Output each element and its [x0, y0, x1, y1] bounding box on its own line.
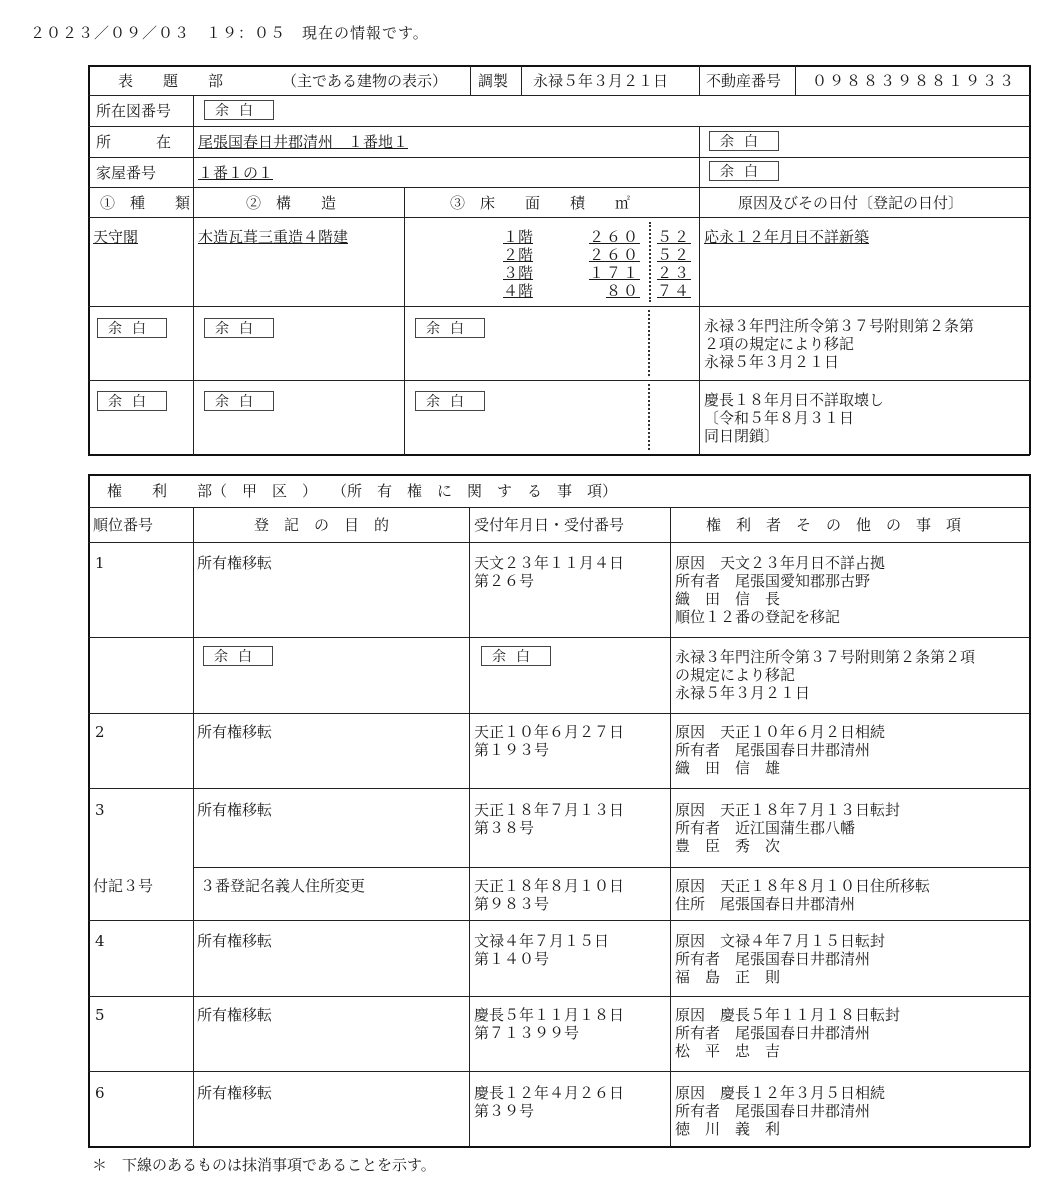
- col-mokuteki: 登 記 の 目 的: [254, 516, 390, 534]
- jiko-cell: 原因 慶長５年１１月１８日転封 所有者 尾張国春日井郡清州 松 平 忠 吉: [675, 1006, 901, 1060]
- jiko-cell: 原因 慶長１２年３月５日相続 所有者 尾張国春日井郡清州 徳 川 義 利: [675, 1084, 886, 1138]
- timestamp: ２０２３／０９／０３ １９：０５ 現在の情報です。: [30, 24, 429, 42]
- chosei-value: 永禄５年３月２１日: [533, 72, 669, 90]
- mokuteki-cell: 所有権移転: [197, 1006, 273, 1024]
- juni-cell: 付記３号: [93, 877, 154, 895]
- jiko-cell: 原因 天正１８年８月１０日住所移転 住所 尾張国春日井郡清州: [675, 877, 931, 913]
- uketsuke-cell: 慶長１２年４月２６日 第３９号: [474, 1084, 625, 1120]
- mokuteki-cell: 所有権移転: [197, 1084, 273, 1102]
- kaoku-value: １番１の１: [198, 164, 274, 182]
- yohaku-box: 余白: [204, 391, 274, 411]
- juni-cell: 1: [95, 554, 105, 572]
- floor-dec: ５２: [657, 246, 692, 264]
- uketsuke-cell: 天正１８年７月１３日 第３８号: [474, 801, 625, 837]
- uketsuke-cell: 文禄４年７月１５日 第１４０号: [474, 932, 610, 968]
- shurui-value: 天守閣: [93, 228, 139, 246]
- floor-int: ８０: [605, 282, 640, 300]
- col-juni: 順位番号: [93, 516, 154, 534]
- col-uketsuke: 受付年月日・受付番号: [474, 516, 625, 534]
- yohaku-box: 余白: [204, 100, 274, 120]
- floor-label: ４階: [503, 282, 534, 300]
- col-genin: 原因及びその日付〔登記の日付〕: [738, 194, 964, 212]
- genin-2: 永禄３年門注所令第３７号附則第２条第 ２項の規定により移記 永禄５年３月２１日: [704, 317, 975, 371]
- mokuteki-cell: 所有権移転: [197, 801, 273, 819]
- yohaku-box: 余白: [204, 318, 274, 338]
- yohaku-box: 余白: [97, 318, 167, 338]
- jiko-cell: 原因 天正１８年７月１３日転封 所有者 近江国蒲生郡八幡 豊 臣 秀 次: [675, 801, 901, 855]
- uketsuke-cell: 天正１８年８月１０日 第９８３号: [474, 877, 625, 913]
- yohaku-box: 余白: [415, 391, 485, 411]
- floor-dec: ５２: [657, 228, 692, 246]
- juni-cell: 5: [95, 1006, 105, 1024]
- jiko-cell: 原因 天文２３年月日不詳占拠 所有者 尾張国愛知郡那古野 織 田 信 長 順位１２番の登記を移記: [675, 554, 886, 626]
- uketsuke-cell: 天文２３年１１月４日 第２６号: [474, 554, 625, 590]
- shozaizu-label: 所在図番号: [96, 102, 172, 120]
- floor-label: １階: [503, 228, 534, 246]
- yohaku-box: 余白: [203, 646, 273, 666]
- floor-int: ２６０: [588, 228, 640, 246]
- footnote: ＊ 下線のあるものは抹消事項であることを示す。: [92, 1156, 436, 1174]
- yohaku-box: 余白: [97, 391, 167, 411]
- kaoku-label: 家屋番号: [96, 164, 157, 182]
- floor-int: ２６０: [588, 246, 640, 264]
- mokuteki-cell: 所有権移転: [197, 932, 273, 950]
- floor-int: １７１: [588, 264, 640, 282]
- floor-dec: ２３: [657, 264, 692, 282]
- floor-label: ３階: [503, 264, 534, 282]
- yohaku-box: 余白: [709, 131, 779, 151]
- juni-cell: 3: [95, 801, 105, 819]
- mokuteki-cell: 所有権移転: [197, 723, 273, 741]
- fudosan-value: ０９８８３９８８１９３３: [812, 72, 1017, 90]
- genin-1: 応永１２年月日不詳新築: [704, 228, 870, 246]
- floor-label: ２階: [503, 246, 534, 264]
- juni-cell: 4: [95, 932, 105, 950]
- jiko-cell: 原因 文禄４年７月１５日転封 所有者 尾張国春日井郡清州 福 島 正 則: [675, 932, 886, 986]
- mokuteki-cell: 所有権移転: [197, 554, 273, 572]
- jiko-cell: 原因 天正１０年６月２日相続 所有者 尾張国春日井郡清州 織 田 信 雄: [675, 723, 886, 777]
- genin-3: 慶長１８年月日不詳取壊し 〔令和５年８月３１日 同日閉鎖〕: [704, 391, 885, 445]
- yohaku-box: 余白: [709, 161, 779, 181]
- floor-dec: ７４: [657, 282, 692, 300]
- col-yuka: ③ 床 面 積 ㎡: [450, 194, 631, 212]
- uketsuke-cell: 天正１０年６月２７日 第１９３号: [474, 723, 625, 759]
- kenri-title: 権 利 部（ 甲 区 ） （所 有 権 に 関 す る 事 項）: [107, 482, 618, 500]
- col-kenrisha: 権 利 者 そ の 他 の 事 項: [706, 516, 962, 534]
- shozai-value: 尾張国春日井郡清州 １番地１: [198, 133, 409, 151]
- col-kozo: ② 構 造: [246, 194, 337, 212]
- shozai-label: 所 在: [96, 133, 172, 151]
- yohaku-box: 余白: [415, 318, 485, 338]
- jiko-cell: 永禄３年門注所令第３７号附則第２条第２項 の規定により移記 永禄５年３月２１日: [675, 648, 976, 702]
- mokuteki-cell: ３番登記名義人住所変更: [200, 877, 366, 895]
- uketsuke-cell: 慶長５年１１月１８日 第７１３９９号: [474, 1006, 625, 1042]
- yohaku-box: 余白: [481, 646, 551, 666]
- hyodai-title: 表 題 部: [118, 72, 224, 90]
- chosei-label: 調製: [478, 72, 509, 90]
- kozo-value: 木造瓦葺三重造４階建: [198, 228, 349, 246]
- fudosan-label: 不動産番号: [706, 72, 782, 90]
- juni-cell: 6: [95, 1084, 105, 1102]
- juni-cell: 2: [95, 723, 105, 741]
- hyodai-subtitle: （主である建物の表示）: [282, 72, 448, 90]
- col-shurui: ① 種 類: [100, 194, 191, 212]
